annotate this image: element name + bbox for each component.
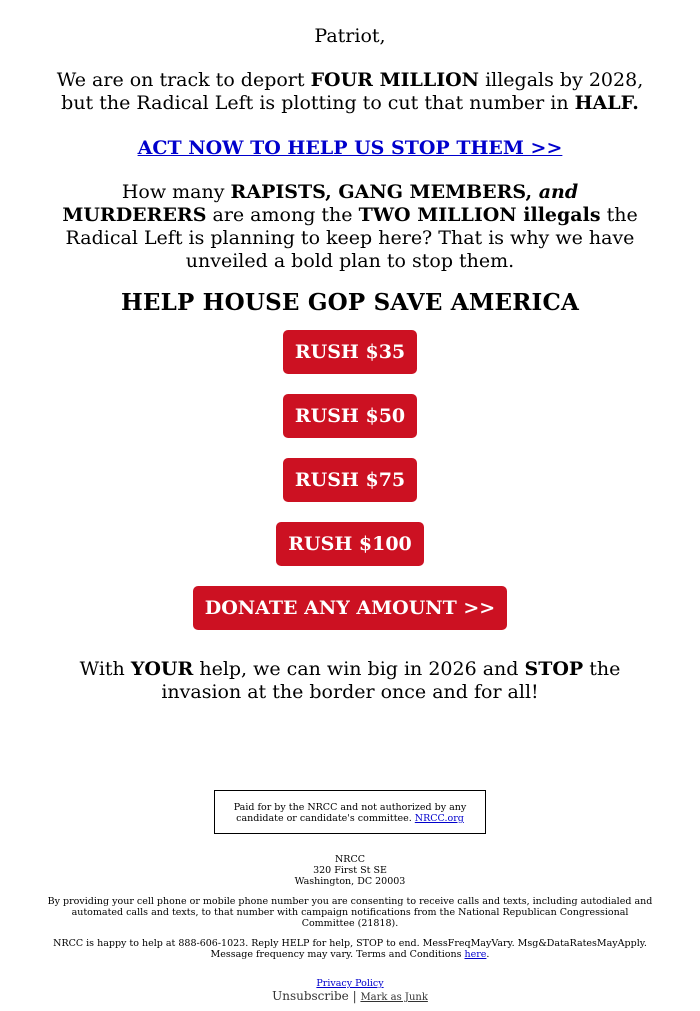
rush-100-button[interactable]: RUSH $100	[276, 522, 424, 566]
help-text: NRCC is happy to help at 888-606-1023. Reply HELP for help, STOP to end. MessFreqMayVary. Msg&DataRatesMayApply. Message frequency may vary. Terms and Conditions here.	[53, 938, 647, 960]
sms-consent-text: By providing your cell phone or mobile phone number you are consenting to receive calls and texts, including autodialed and automated calls and texts, to that number with campaign notifications from the National Republican Congressional Committee (21818).	[47, 896, 653, 929]
unsubscribe-row: Unsubscribe | Mark as Junk	[272, 989, 428, 1003]
privacy-policy-link[interactable]: Privacy Policy	[316, 978, 384, 989]
privacy-row	[0, 978, 700, 989]
rush-50-button[interactable]: RUSH $50	[283, 394, 417, 438]
mailing-address: NRCC 320 First St SE Washington, DC 20003	[294, 854, 406, 887]
body-paragraph: How many RAPISTS, GANG MEMBERS, and MURDERERS are among the TWO MILLION illegals the Radical Left is planning to keep here? That is why we have unveiled a bold plan to stop them.	[62, 181, 638, 272]
greeting: Patriot,	[314, 25, 386, 47]
act-now-link[interactable]: ACT NOW TO HELP US STOP THEM >>	[137, 137, 563, 159]
paid-for-disclaimer: Paid for by the NRCC and not authorized by any candidate or candidate's committee. NRCC.org	[214, 790, 486, 834]
rush-75-button[interactable]: RUSH $75	[283, 458, 417, 502]
rush-35-button[interactable]: RUSH $35	[283, 330, 417, 374]
nrcc-link[interactable]: NRCC.org	[414, 813, 464, 824]
donation-buttons	[0, 330, 700, 650]
unsubscribe-link[interactable]: Unsubscribe	[272, 989, 349, 1003]
terms-link[interactable]: here	[464, 949, 487, 960]
closing-paragraph: With YOUR help, we can win big in 2026 and STOP the invasion at the border once and for all!	[79, 658, 621, 703]
headline: HELP HOUSE GOP SAVE AMERICA	[120, 289, 580, 316]
mark-as-junk-link[interactable]: Mark as Junk	[360, 992, 428, 1003]
donate-any-amount-button[interactable]: DONATE ANY AMOUNT >>	[193, 586, 507, 630]
intro-paragraph: We are on track to deport FOUR MILLION illegals by 2028, but the Radical Left is plotting to cut that number in HALF.	[56, 69, 644, 114]
